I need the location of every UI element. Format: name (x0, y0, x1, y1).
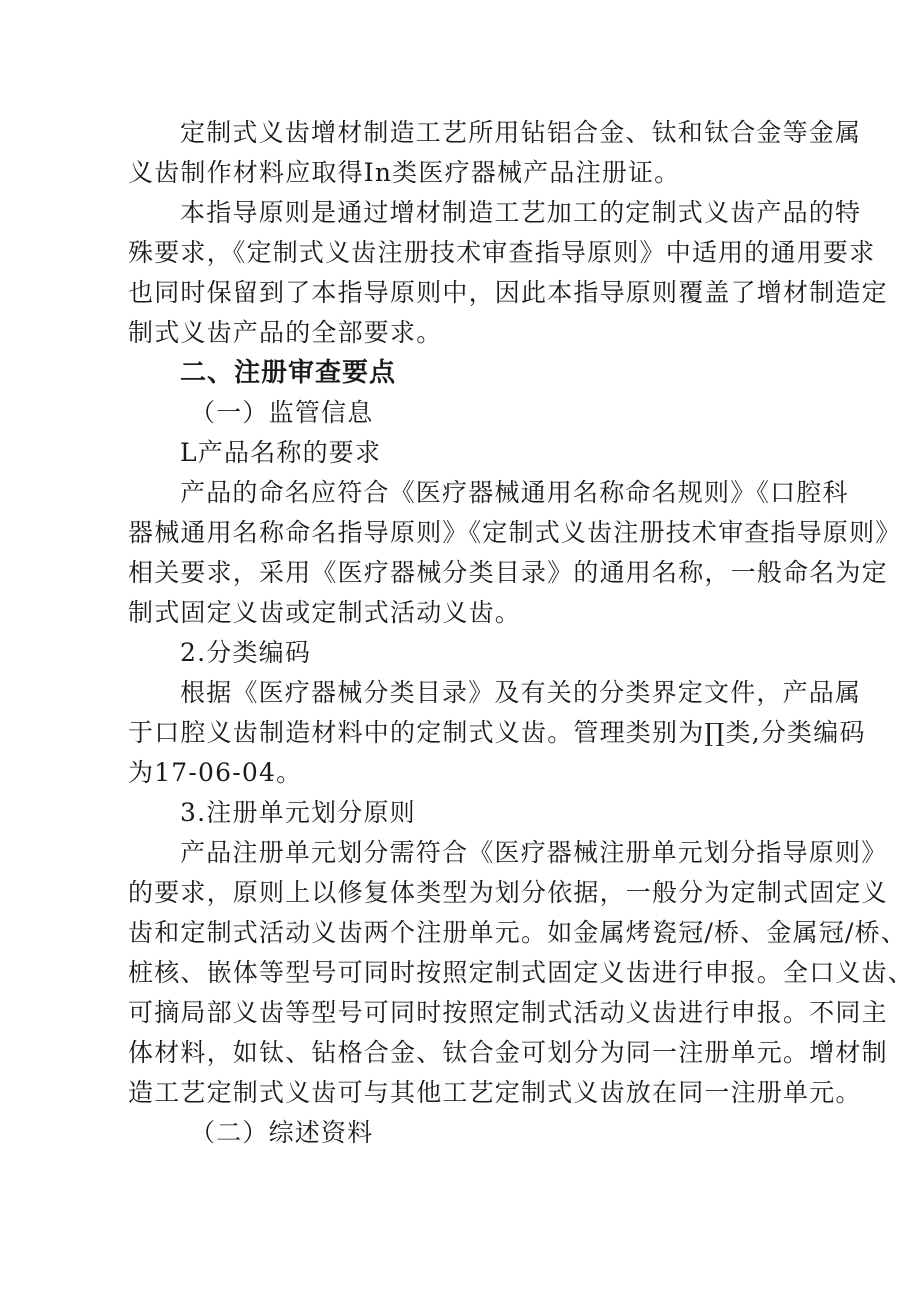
paragraph-line: 殊要求，《定制式义齿注册技术审查指导原则》中适用的通用要求 (128, 238, 876, 267)
paragraph-line: 于口腔义齿制造材料中的定制式义齿。管理类别为∏类,分类编码 (128, 718, 866, 747)
paragraph-line: 齿和定制式活动义齿两个注册单元。如金属烤瓷冠/桥、金属冠/桥、 (128, 918, 908, 947)
subsection-heading: （一）监管信息 (190, 398, 374, 427)
paragraph-line: 产品注册单元划分需符合《医疗器械注册单元划分指导原则》 (180, 838, 888, 867)
paragraph-line: 可摘局部义齿等型号可同时按照定制式活动义齿进行申报。不同主 (128, 998, 888, 1027)
paragraph-line: 为17-06-04。 (128, 758, 303, 787)
paragraph-line: 桩核、嵌体等型号可同时按照定制式固定义齿进行申报。全口义齿、 (128, 958, 915, 987)
paragraph-line: 也同时保留到了本指导原则中，因此本指导原则覆盖了增材制造定 (128, 278, 888, 307)
paragraph-line: 制式固定义齿或定制式活动义齿。 (128, 598, 522, 627)
paragraph-line: 制式义齿产品的全部要求。 (128, 318, 443, 347)
paragraph-line: 本指导原则是通过增材制造工艺加工的定制式义齿产品的特 (180, 198, 862, 227)
paragraph-line: 相关要求，采用《医疗器械分类目录》的通用名称，一般命名为定 (128, 558, 888, 587)
paragraph-line: 器械通用名称命名指导原则》《定制式义齿注册技术审查指导原则》 (128, 518, 902, 547)
paragraph-line: 造工艺定制式义齿可与其他工艺定制式义齿放在同一注册单元。 (128, 1078, 862, 1107)
paragraph-line: 体材料，如钛、钻格合金、钛合金可划分为同一注册单元。增材制 (128, 1038, 888, 1067)
paragraph-line: 根据《医疗器械分类目录》及有关的分类界定文件，产品属 (180, 678, 862, 707)
item-heading: L产品名称的要求 (180, 438, 382, 467)
paragraph-line: 义齿制作材料应取得In类医疗器械产品注册证。 (128, 158, 681, 187)
paragraph-line: 的要求，原则上以修复体类型为划分依据，一般分为定制式固定义 (128, 878, 888, 907)
paragraph-line: 定制式义齿增材制造工艺所用钻铝合金、钛和钛合金等金属 (180, 118, 862, 147)
item-heading: 3.注册单元划分原则 (180, 798, 416, 827)
paragraph-line: 产品的命名应符合《医疗器械通用名称命名规则》《口腔科 (180, 478, 849, 507)
section-heading: 二、注册审查要点 (180, 358, 397, 388)
subsection-heading: （二）综述资料 (190, 1118, 374, 1147)
item-heading: 2.分类编码 (180, 638, 312, 667)
